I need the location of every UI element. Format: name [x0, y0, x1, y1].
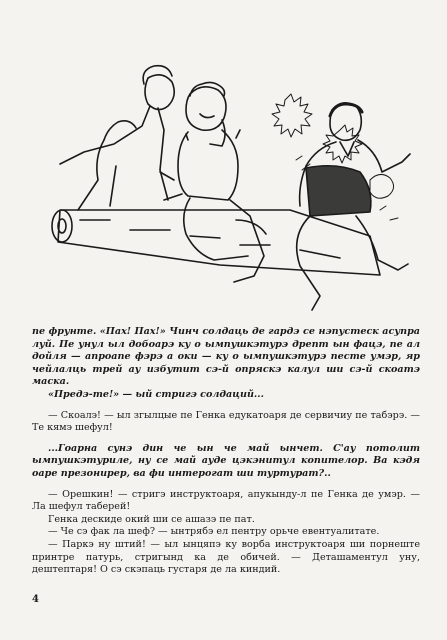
- illustration-three-boys: [40, 60, 420, 318]
- paragraph-8: — Паркэ ну штий! — ыл ынцяпэ ку ворба инструктоаря ши порнеште принтре патурь, стригынд ка де обичей. — Деташаментул уну, дештептаря! О сэ скэпаць густаря де ла киндий.: [32, 538, 420, 576]
- spacer: [32, 481, 420, 489]
- paragraph-4: ...Гоарна сунэ дин че ын че май ынчет. С'ау потолит ымпушкэтуриле, ну се май ауде цэкэнитул копителор. Ва кэдя оаре презонирер, ва фи интерогат ши туртурат?..: [32, 442, 420, 479]
- paragraph-5: — Орешкин! — стригэ инструктоаря, апукынду-л пе Генка де умэр. — Ла шефул таберей!: [32, 488, 420, 513]
- body-text: [32, 326, 420, 577]
- boy-right-drawing: [297, 103, 410, 310]
- paragraph-7: — Че сэ фак ла шеф? — ынтрябэ ел пентру орьче евентуалитате.: [48, 526, 380, 538]
- boy-middle-drawing: [178, 82, 266, 282]
- page-number: 4: [32, 594, 39, 605]
- paragraph-1: пе фрунте. «Пах! Пах!» Чинч солдаць де гардэ се нэпустеск асупра луй. Пе унул ыл добоарэ ку о ымпушкэтурэ дрепт ын фацэ, пе ал дойля — апроапе фэрэ а оки — ку о ымпушкэтурэ песте умэр, яр чейлалць трей ау избутит сэ-й опряскэ калул ши сэ-й скоатэ маска.: [32, 326, 420, 388]
- spacer: [32, 435, 420, 443]
- boy-left-drawing: [60, 66, 182, 210]
- log-drawing: [52, 210, 380, 275]
- paragraph-2: «Предэ-те!» — ый стригэ солдаций...: [48, 388, 264, 400]
- paragraph-6: Генка дескиде окий ши се ашазэ пе пат.: [48, 513, 255, 525]
- spacer: [32, 402, 420, 410]
- paragraph-3: — Скоалэ! — ыл згылцые пе Генка едукатоаря де сервичиу пе табэрэ. — Те кямэ шефул!: [32, 409, 420, 434]
